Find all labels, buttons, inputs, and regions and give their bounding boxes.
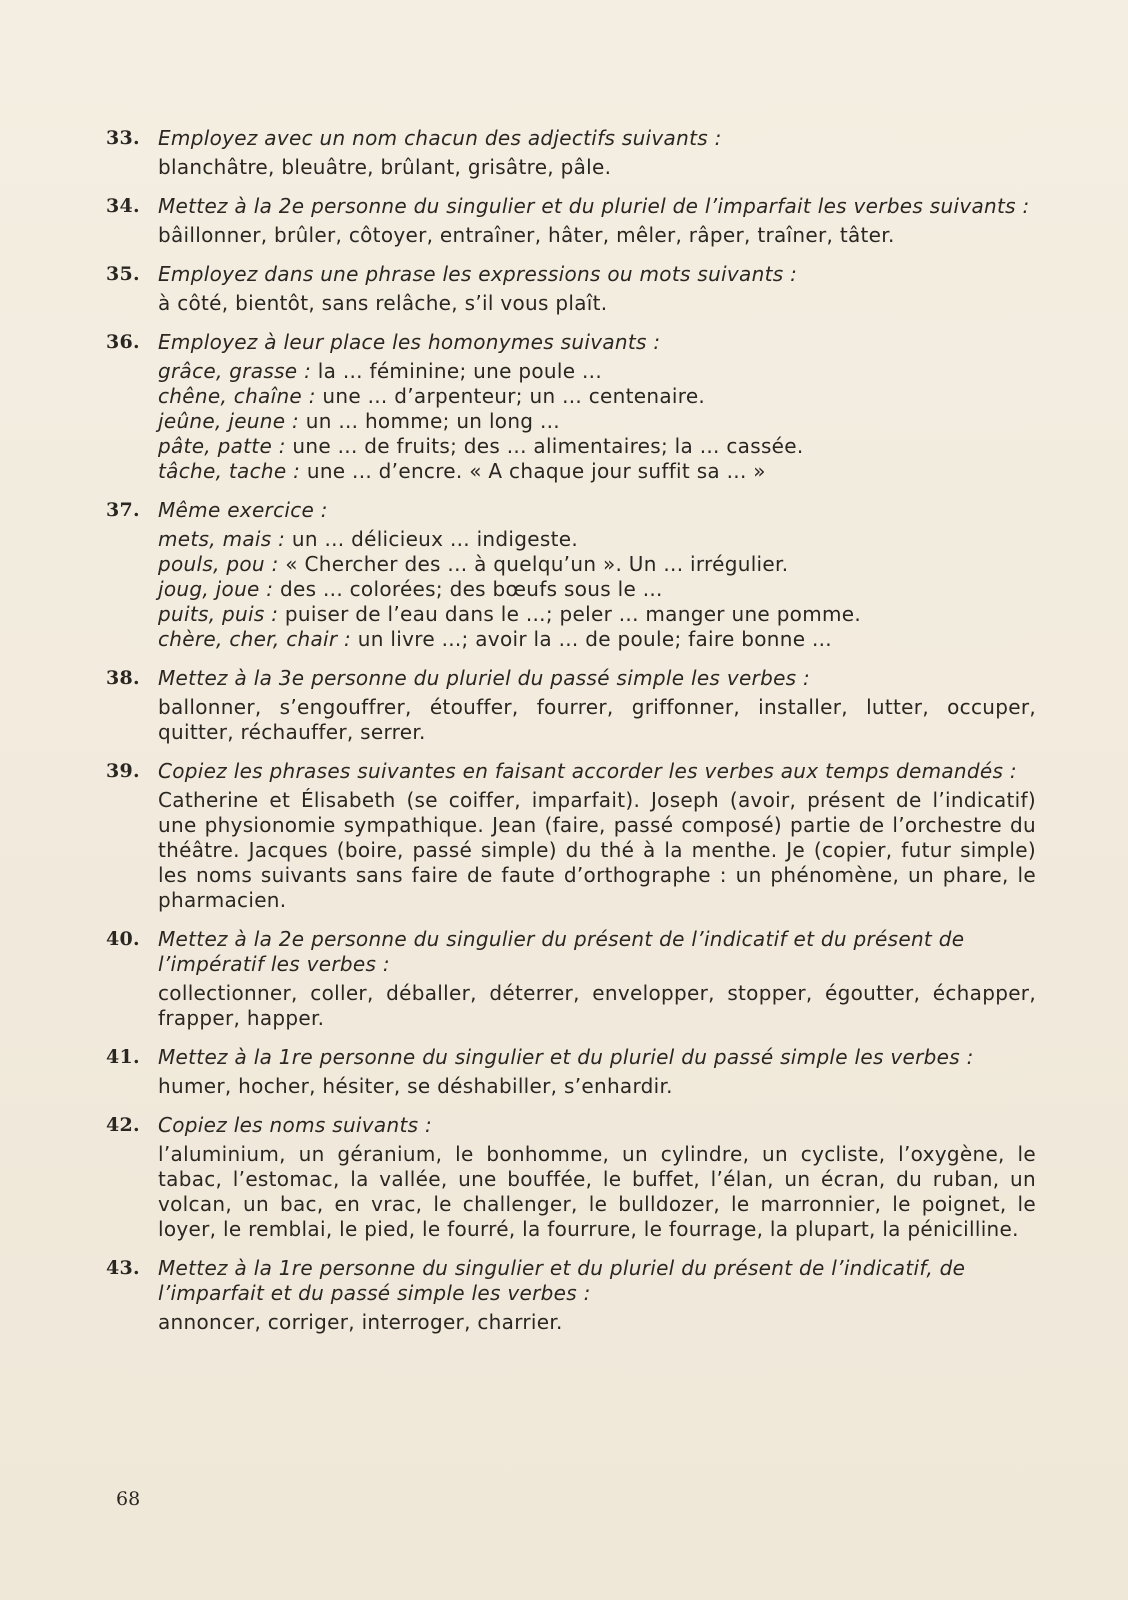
- exercise-number: 36.: [106, 331, 140, 353]
- homonym-words: tâche, tache :: [158, 459, 301, 483]
- homonym-words: pâte, patte :: [158, 434, 286, 458]
- exercise-number: 34.: [106, 195, 140, 217]
- homonym-words: chère, cher, chair :: [158, 627, 352, 651]
- homonym-line: [158, 434, 1036, 459]
- homonym-line: [158, 627, 1036, 652]
- homonym-sentence: une ... de fruits; des ... alimentaires; la ... cassée.: [292, 434, 804, 458]
- page-number: 68: [116, 1488, 141, 1510]
- exercise-instruction: Mettez à la 2e personne du singulier et du pluriel de l’imparfait les verbes suivants :: [158, 194, 1030, 218]
- exercise-instruction: Employez avec un nom chacun des adjectifs suivants :: [158, 126, 722, 150]
- exercise-body: bâillonner, brûler, côtoyer, entraîner, hâter, mêler, râper, traîner, tâter.: [158, 223, 895, 247]
- exercise-number: 43.: [106, 1257, 140, 1279]
- exercise-body: [158, 359, 1036, 484]
- exercise-body: Catherine et Élisabeth (se coiffer, imparfait). Joseph (avoir, présent de l’indicatif) une physionomie sympathique. Jean (faire, passé composé) partie de l’orchestre du théâtre. Jacques (boire, passé simple) du thé à la menthe. Je (copier, futur simple) les noms suivants sans faire de faute d’orthographe : un phénomène, un phare, le pharmacien.: [158, 788, 1036, 912]
- homonym-words: joug, joue :: [158, 577, 274, 601]
- exercise-instruction: Employez à leur place les homonymes suivants :: [158, 330, 661, 354]
- homonym-line: [158, 384, 1036, 409]
- homonym-sentence: un ... délicieux ... indigeste.: [291, 527, 578, 551]
- homonym-sentence: un livre ...; avoir la ... de poule; faire bonne ...: [357, 627, 832, 651]
- exercise-list: [106, 126, 1036, 1349]
- homonym-sentence: puiser de l’eau dans le ...; peler ... manger une pomme.: [284, 602, 862, 626]
- homonym-sentence: des ... colorées; des bœufs sous le ...: [280, 577, 663, 601]
- exercise-number: 33.: [106, 127, 140, 149]
- exercise-41: [106, 1045, 1036, 1099]
- homonym-line: [158, 552, 1036, 577]
- homonym-sentence: une ... d’arpenteur; un ... centenaire.: [322, 384, 706, 408]
- homonym-line: [158, 359, 1036, 384]
- homonym-words: mets, mais :: [158, 527, 286, 551]
- exercise-number: 40.: [106, 928, 140, 950]
- homonym-line: [158, 409, 1036, 434]
- homonym-line: [158, 577, 1036, 602]
- exercise-instruction: Copiez les noms suivants :: [158, 1113, 433, 1137]
- exercise-34: [106, 194, 1036, 248]
- homonym-words: chêne, chaîne :: [158, 384, 316, 408]
- exercise-number: 39.: [106, 760, 140, 782]
- exercise-number: 42.: [106, 1114, 140, 1136]
- exercise-body: [158, 527, 1036, 652]
- homonym-line: [158, 602, 1036, 627]
- exercise-instruction: Copiez les phrases suivantes en faisant accorder les verbes aux temps demandés :: [158, 759, 1017, 783]
- homonym-sentence: une ... d’encre. « A chaque jour suffit sa ... »: [306, 459, 766, 483]
- homonym-words: pouls, pou :: [158, 552, 279, 576]
- exercise-body: l’aluminium, un géranium, le bonhomme, un cylindre, un cycliste, l’oxygène, le tabac, l’estomac, la vallée, une bouffée, le buffet, l’élan, un écran, du ruban, un volcan, un bac, en vrac, le challenger, le bulldozer, le marronnier, le poignet, le loyer, le remblai, le pied, le fourré, la fourrure, le fourrage, la plupart, la pénicilline.: [158, 1142, 1036, 1241]
- exercise-33: [106, 126, 1036, 180]
- exercise-number: 41.: [106, 1046, 140, 1068]
- exercise-instruction: Mettez à la 2e personne du singulier du présent de l’indicatif et du présent de l’impératif les verbes :: [158, 927, 965, 976]
- homonym-line: [158, 459, 1036, 484]
- exercise-43: [106, 1256, 1036, 1335]
- exercise-body: annoncer, corriger, interroger, charrier.: [158, 1310, 563, 1334]
- exercise-42: [106, 1113, 1036, 1242]
- homonym-sentence: un ... homme; un long ...: [305, 409, 560, 433]
- exercise-body: ballonner, s’engouffrer, étouffer, fourrer, griffonner, installer, lutter, occuper, quitter, réchauffer, serrer.: [158, 695, 1036, 744]
- exercise-40: [106, 927, 1036, 1031]
- exercise-instruction: Mettez à la 1re personne du singulier et du pluriel du présent de l’indicatif, de l’imparfait et du passé simple les verbes :: [158, 1256, 966, 1305]
- homonym-words: jeûne, jeune :: [158, 409, 300, 433]
- exercise-number: 38.: [106, 667, 140, 689]
- homonym-words: puits, puis :: [158, 602, 279, 626]
- exercise-37: [106, 498, 1036, 652]
- exercise-number: 35.: [106, 263, 140, 285]
- exercise-instruction: Mettez à la 3e personne du pluriel du passé simple les verbes :: [158, 666, 811, 690]
- exercise-35: [106, 262, 1036, 316]
- exercise-38: [106, 666, 1036, 745]
- exercise-instruction: Même exercice :: [158, 498, 328, 522]
- exercise-number: 37.: [106, 499, 140, 521]
- homonym-words: grâce, grasse :: [158, 359, 312, 383]
- exercise-36: [106, 330, 1036, 484]
- exercise-body: humer, hocher, hésiter, se déshabiller, s’enhardir.: [158, 1074, 673, 1098]
- exercise-body: collectionner, coller, déballer, déterrer, envelopper, stopper, égoutter, échapper, frapper, happer.: [158, 981, 1036, 1030]
- exercise-instruction: Employez dans une phrase les expressions ou mots suivants :: [158, 262, 798, 286]
- exercise-39: [106, 759, 1036, 913]
- exercise-body: blanchâtre, bleuâtre, brûlant, grisâtre, pâle.: [158, 155, 612, 179]
- exercise-body: à côté, bientôt, sans relâche, s’il vous plaît.: [158, 291, 608, 315]
- homonym-sentence: la ... féminine; une poule ...: [317, 359, 602, 383]
- homonym-sentence: « Chercher des ... à quelqu’un ». Un ... irrégulier.: [285, 552, 789, 576]
- exercise-instruction: Mettez à la 1re personne du singulier et du pluriel du passé simple les verbes :: [158, 1045, 974, 1069]
- homonym-line: [158, 527, 1036, 552]
